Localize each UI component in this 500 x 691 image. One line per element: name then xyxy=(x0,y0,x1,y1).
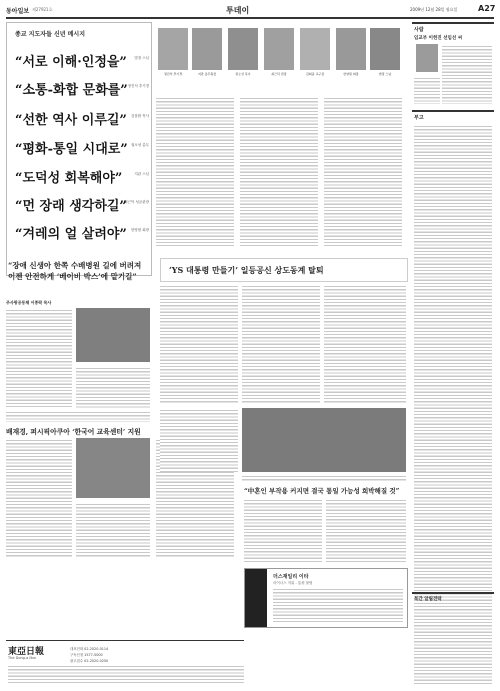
portrait-photo-7 xyxy=(370,28,400,70)
sidebar xyxy=(412,22,494,670)
portrait-caption-5: 김희중 교구장 xyxy=(305,72,325,76)
baby-box-headline-wrap xyxy=(6,258,156,296)
slogan-6-author: 최근덕 성균관장 xyxy=(124,200,149,204)
article-text-col-2 xyxy=(240,96,318,246)
sidebar-person-text xyxy=(442,44,492,104)
footer-logo: 東亞日報 xyxy=(8,647,45,657)
portrait-caption-2: 지관 총무원장 xyxy=(197,72,217,76)
ys-text-4 xyxy=(160,408,238,472)
portrait-caption-6: 한양원 회장 xyxy=(343,72,359,76)
ad-text xyxy=(273,587,403,623)
slogan-4-author: 권오성 총무 xyxy=(130,143,149,147)
slogan-2-author: 정진석 추기경 xyxy=(127,84,149,88)
article-text-col-3 xyxy=(324,96,402,246)
ys-text-3 xyxy=(324,284,406,404)
sidebar-news-text xyxy=(414,604,492,670)
slogan-4: “평화-통일 시대로” xyxy=(15,142,128,157)
slogan-6: “먼 장래 생각하길” xyxy=(15,199,127,214)
baby-box-photo xyxy=(76,308,150,362)
portrait-caption-1: 정진석 추기경 xyxy=(163,72,183,76)
slogan-3-author: 김삼환 목사 xyxy=(130,114,149,118)
portrait-photo-5 xyxy=(300,28,330,70)
slogan-box xyxy=(6,22,152,276)
portrait-row xyxy=(152,22,402,94)
baby-box-text-1 xyxy=(6,308,72,408)
slogan-1: “서로 이해·인정을” xyxy=(15,55,127,70)
sidebar-person-name: 임교부 이헌진 선임선 씨 xyxy=(414,36,463,41)
edu-caption xyxy=(76,502,150,558)
china-text-2 xyxy=(326,498,406,562)
edu-headline: 배재경, 퍼시픽아쿠아 ‘한국어 교육센터’ 지원 xyxy=(6,428,141,436)
portrait-photo-4 xyxy=(264,28,294,70)
baby-box-headline: “장애 신생아 한쪽 수배병원 길에 버려져 이젠 안전하게 ‘베이비 박스’에 맡기길” xyxy=(8,261,142,281)
portrait-caption-3: 권오성 목사 xyxy=(235,72,251,76)
slogan-3: “선한 역사 이루길” xyxy=(15,113,127,128)
slogan-7: “겨레의 얼 살려야” xyxy=(15,227,127,242)
ys-photo xyxy=(242,408,406,472)
baby-box-text-2 xyxy=(6,410,150,422)
footer-row-2: 구독신청 1577-5000 xyxy=(70,653,103,657)
ad-logo xyxy=(245,569,267,627)
portrait-photo-6 xyxy=(336,28,366,70)
masthead-issue: 제27921호 xyxy=(32,7,53,12)
sidebar-person-photo xyxy=(416,44,438,72)
sidebar-person-label: 사람 xyxy=(414,27,424,33)
footer-tagline: The Dong-a Ilbo xyxy=(8,656,36,660)
sidebar-news-label: 북간 알림전략 xyxy=(414,597,442,602)
masthead-logo: 동아일보 xyxy=(6,8,30,15)
masthead-title: 투데이 xyxy=(226,6,250,15)
slogan-2: “소통-화합 문화를” xyxy=(15,83,128,98)
sidebar-person-text-2 xyxy=(414,76,440,104)
edu-photo xyxy=(76,438,150,498)
china-headline: “中혼인 부작용 커지면 결국 통일 가능성 희박해질 것” xyxy=(244,487,400,495)
masthead-rule xyxy=(6,17,494,19)
sidebar-news-rule xyxy=(412,592,494,594)
ys-headline: ‘YS 대통령 만들기’ 일등공신 상도동계 탈퇴 xyxy=(169,265,324,275)
slogan-1-author: 법정 스님 xyxy=(134,56,149,60)
baby-box-subhead: 주사랑공동체 이종락 목사 xyxy=(6,300,52,305)
ys-text-2 xyxy=(242,284,320,404)
ad-subtitle: 마이너스 저위 - 통원 불펌 xyxy=(273,581,313,585)
ys-caption xyxy=(242,474,406,482)
ad-block xyxy=(244,568,408,628)
sidebar-obit-label: 부고 xyxy=(414,115,424,121)
masthead-date: 2009년 12월 28일 월요일 xyxy=(410,7,458,12)
slogan-5: “도덕성 회복해야” xyxy=(15,171,123,186)
slogan-7-author: 한양원 회장 xyxy=(130,228,149,232)
portrait-caption-7: 법정 스님 xyxy=(378,72,392,76)
china-text-1 xyxy=(244,498,322,562)
ad-title: 더스재일리 이타 xyxy=(273,574,309,580)
footer-row-1: 대표전화 02-2020-0114 xyxy=(70,647,109,651)
page-number: A27 xyxy=(478,4,496,13)
portrait-photo-1 xyxy=(158,28,188,70)
portrait-photo-3 xyxy=(228,28,258,70)
article-text-col-1 xyxy=(156,96,234,246)
edu-text-1 xyxy=(6,438,72,558)
footer-text xyxy=(8,664,244,684)
slogan-5-author: 지관 스님 xyxy=(134,172,149,176)
ys-headline-box xyxy=(160,258,408,282)
ys-text-1 xyxy=(160,284,238,404)
baby-box-caption xyxy=(76,366,150,408)
portrait-photo-2 xyxy=(192,28,222,70)
portrait-caption-4: 최근덕 관장 xyxy=(271,72,287,76)
footer-rule xyxy=(6,640,244,641)
slogan-header: 종교 지도자들 신년 메시지 xyxy=(15,31,86,38)
footer-row-3: 광고접수 02-2020-0250 xyxy=(70,659,109,663)
